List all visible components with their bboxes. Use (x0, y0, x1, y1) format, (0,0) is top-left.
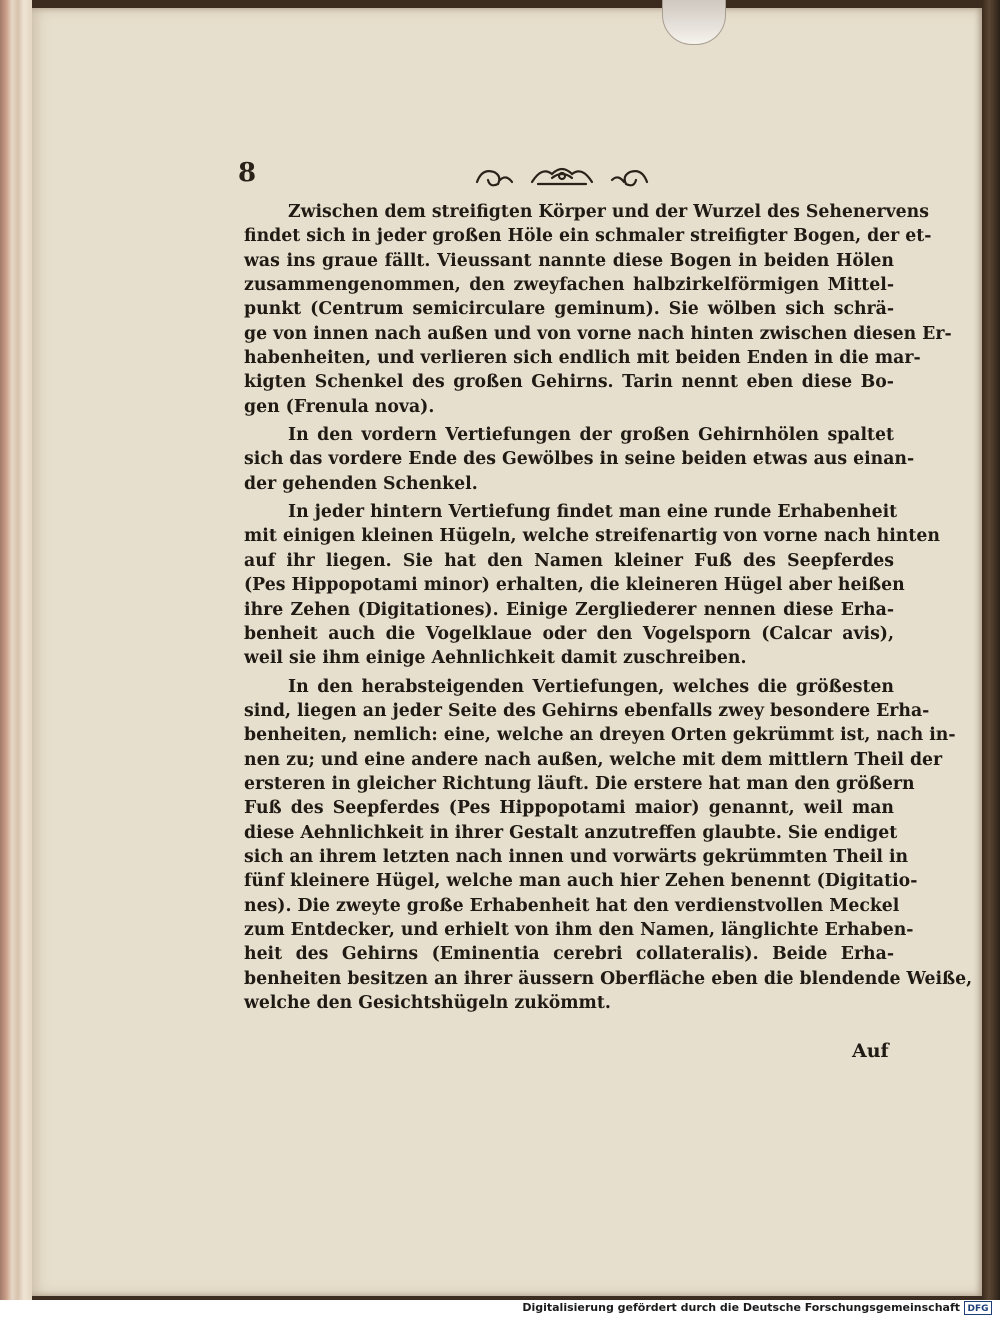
text-line: was ins graue fällt. Vieussant nannte diese Bogen in beiden Hölen (244, 250, 894, 271)
text-line: sich an ihrem letzten nach innen und vorwärts gekrümmten Theil in (244, 846, 909, 867)
text-line: (Pes Hippopotami minor) erhalten, die kleineren Hügel aber heißen (244, 575, 905, 596)
text-line: ge von innen nach außen und von vorne nach hinten zwischen diesen Er- (244, 323, 952, 344)
text-line: benheiten besitzen an ihrer äussern Oberfläche eben die blendende Weiße, (244, 968, 973, 989)
text-line: Fuß des Seepferdes (Pes Hippopotami maior) genannt, weil man (244, 798, 894, 819)
text-line: nen zu; und eine andere nach außen, welche mit dem mittlern Theil der (244, 749, 943, 770)
text-line: In jeder hintern Vertiefung findet man eine runde Erhabenheit (288, 502, 898, 523)
header-ornament (472, 160, 652, 190)
text-line: In den herabsteigenden Vertiefungen, welches die größesten (288, 676, 894, 697)
body-text (244, 200, 973, 1015)
text-line: gen (Frenula nova). (244, 396, 435, 417)
text-line: In den vordern Vertiefungen der großen Gehirnhölen spaltet (288, 425, 894, 446)
text-line: sich das vordere Ende des Gewölbes in seine beiden etwas aus einan- (244, 449, 915, 470)
catchword: Auf (852, 1040, 889, 1062)
text-line: sind, liegen an jeder Seite des Gehirns ebenfalls zwey besondere Erha- (244, 700, 930, 721)
text-line: benheit auch die Vogelklaue oder den Vogelsporn (Calcar avis), (244, 623, 894, 644)
text-line: kigten Schenkel des großen Gehirns. Tarin nennt eben diese Bo- (244, 372, 894, 393)
text-line: weil sie ihm einige Aehnlichkeit damit zuschreiben. (244, 648, 747, 669)
text-line: fünf kleinere Hügel, welche man auch hier Zehen benennt (Digitatio- (244, 871, 918, 892)
page-stack-edge (0, 0, 32, 1300)
text-line: habenheiten, und verlieren sich endlich mit beiden Enden in die mar- (244, 348, 921, 369)
text-line: zusammengenommen, den zweyfachen halbzirkelförmigen Mittel- (244, 275, 894, 296)
text-line: welche den Gesichtshügeln zukömmt. (244, 993, 611, 1013)
text-line: benheiten, nemlich: eine, welche an dreyen Orten gekrümmt ist, nach in- (244, 725, 956, 746)
text-line: ihre Zehen (Digitationes). Einige Zergliederer nennen diese Erha- (244, 599, 894, 620)
page-header (232, 158, 872, 194)
book-cover-edge (982, 0, 1000, 1300)
text-line: der gehenden Schenkel. (244, 473, 478, 494)
funding-credit: Digitalisierung gefördert durch die Deutsche Forschungsgemeinschaft (522, 1301, 960, 1314)
text-line: Zwischen dem streifigten Körper und der Wurzel des Sehenervens (288, 202, 929, 222)
text-line: zum Entdecker, und erhielt von ihm den Namen, länglichte Erhaben- (244, 919, 914, 940)
text-line: heit des Gehirns (Eminentia cerebri collateralis). Beide Erha- (244, 944, 894, 965)
text-line: punkt (Centrum semicirculare geminum). Sie wölben sich schrä- (244, 299, 894, 320)
text-line: diese Aehnlichkeit in ihrer Gestalt anzutreffen glaubte. Sie endiget (244, 822, 898, 843)
text-line: findet sich in jeder großen Höle ein schmaler streifigter Bogen, der et- (244, 226, 932, 247)
page-number: 8 (238, 158, 257, 188)
text-line: ersteren in gleicher Richtung läuft. Die erstere hat man den größern (244, 773, 915, 794)
text-line: auf ihr liegen. Sie hat den Namen kleiner Fuß des Seepferdes (244, 550, 894, 571)
text-line: nes). Die zweyte große Erhabenheit hat den verdienstvollen Meckel (244, 895, 900, 916)
dfg-logo: DFG (964, 1301, 992, 1315)
text-line: mit einigen kleinen Hügeln, welche streifenartig von vorne nach hinten (244, 526, 940, 547)
